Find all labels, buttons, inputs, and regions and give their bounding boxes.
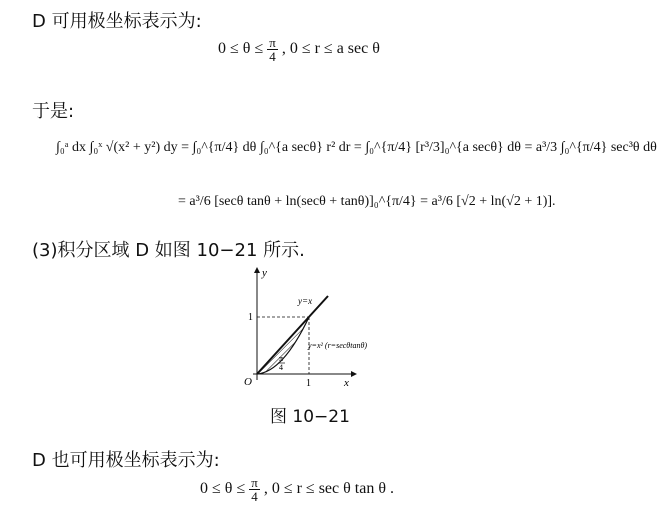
cond1-r-range: , 0 ≤ r ≤ a sec θ <box>281 40 380 58</box>
polar-condition-1 <box>218 36 380 63</box>
line-y-equals-x <box>257 296 328 374</box>
fraction-denominator-2: 4 <box>251 489 258 504</box>
curve-label: y=x² (r=secθtanθ) <box>308 341 368 350</box>
y-tick-1: 1 <box>248 312 253 323</box>
integral-equation-2: = a³/6 [secθ tanθ + ln(secθ + tanθ)]₀^{π/4} = a³/6 [√2 + ln(√2 + 1)]. <box>178 194 556 209</box>
section-3-heading: (3)积分区域 D 如图 10−21 所示. <box>32 240 305 261</box>
cond2-theta-range: 0 ≤ θ ≤ <box>200 480 246 498</box>
therefore-label: 于是: <box>32 101 75 122</box>
cond1-theta-range: 0 ≤ θ ≤ <box>218 40 264 58</box>
intro-line-1: D 可用极坐标表示为: <box>32 11 202 32</box>
angle-pi: π <box>279 354 284 363</box>
integral-equation-1: ∫₀ᵃ dx ∫₀ˣ √(x² + y²) dy = ∫₀^{π/4} dθ ∫₀^{a secθ} r² dr = ∫₀^{π/4} [r³/3]₀^{a secθ} dθ = a³/3 ∫₀^{π/4} sec³θ dθ <box>56 140 657 155</box>
fraction-denominator: 4 <box>269 49 276 64</box>
angle-4: 4 <box>279 363 283 372</box>
intro-line-2: D 也可用极坐标表示为: <box>32 450 220 471</box>
origin-label: O <box>244 376 252 388</box>
x-tick-1: 1 <box>306 378 311 389</box>
y-axis-label: y <box>262 267 267 279</box>
fraction-numerator: π <box>269 35 276 50</box>
pi-over-4-fraction-2 <box>249 476 260 503</box>
figure-caption: 图 10−21 <box>270 407 350 427</box>
figure-10-21 <box>228 262 398 392</box>
polar-condition-2 <box>200 476 394 503</box>
line-label: y=x <box>298 296 313 306</box>
x-axis-label: x <box>344 377 349 389</box>
cond2-r-range: , 0 ≤ r ≤ sec θ tan θ . <box>263 480 395 498</box>
fraction-numerator-2: π <box>251 475 258 490</box>
pi-over-4-fraction <box>267 36 278 63</box>
